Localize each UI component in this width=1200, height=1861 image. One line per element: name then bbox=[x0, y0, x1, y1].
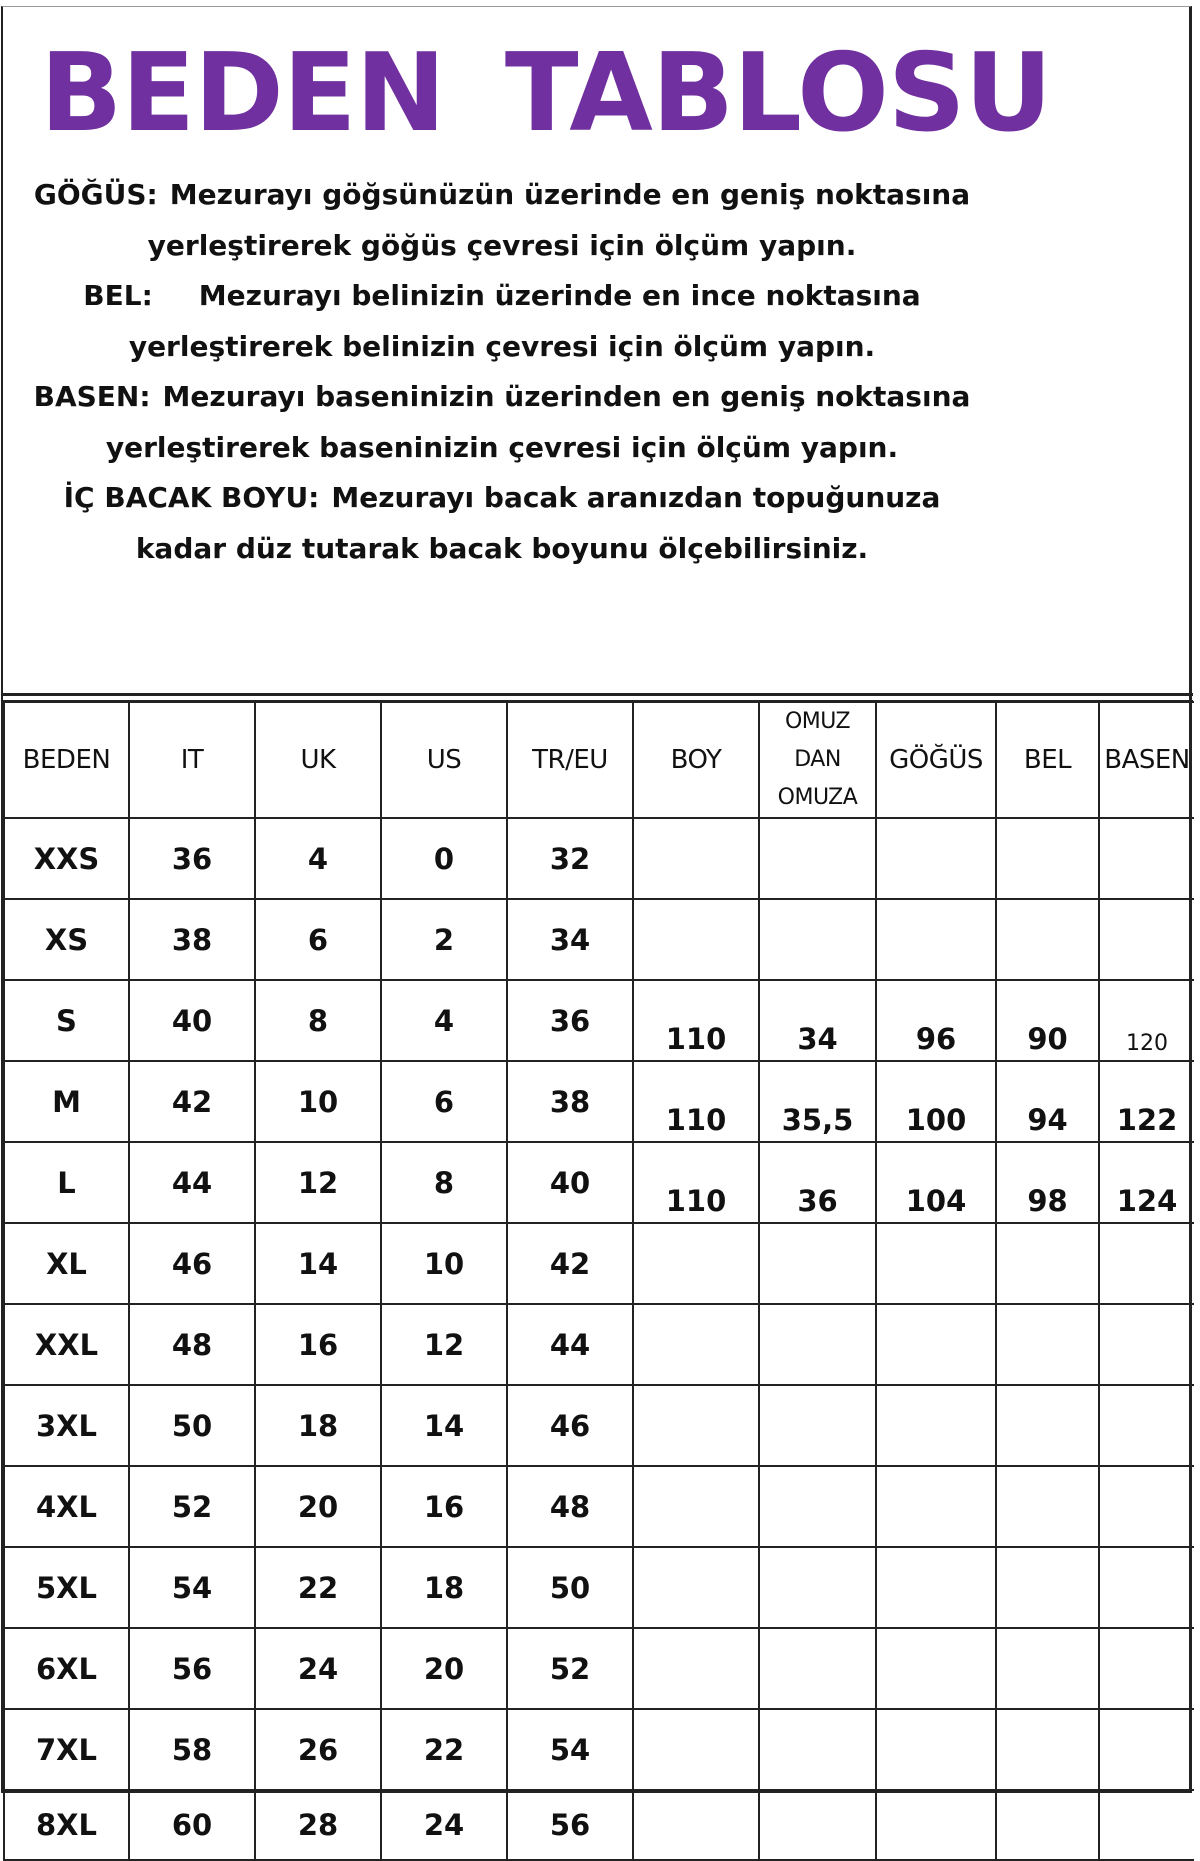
cell-gogus bbox=[876, 1466, 996, 1547]
cell-size: 4XL bbox=[4, 1466, 129, 1547]
cell-gogus bbox=[876, 1385, 996, 1466]
cell-bel: 90 bbox=[996, 980, 1099, 1061]
cell-boy bbox=[633, 818, 759, 899]
cell-tr-eu: 42 bbox=[507, 1223, 633, 1304]
header-boy: BOY bbox=[633, 702, 759, 818]
cell-basen bbox=[1099, 818, 1194, 899]
cell-it: 60 bbox=[129, 1790, 255, 1860]
cell-us: 22 bbox=[381, 1709, 507, 1790]
instruction-line-5 bbox=[2, 372, 1002, 423]
cell-size: S bbox=[4, 980, 129, 1061]
header-tr-eu: TR/EU bbox=[507, 702, 633, 818]
cell-size: XS bbox=[4, 899, 129, 980]
cell-bel bbox=[996, 1628, 1099, 1709]
instruction-text: Mezurayı baseninizin üzerinden en geniş noktasına bbox=[162, 380, 971, 413]
table-row bbox=[4, 1790, 1194, 1860]
header-beden: BEDEN bbox=[4, 702, 129, 818]
cell-uk: 22 bbox=[255, 1547, 381, 1628]
cell-uk: 12 bbox=[255, 1142, 381, 1223]
cell-bel bbox=[996, 1709, 1099, 1790]
cell-us: 10 bbox=[381, 1223, 507, 1304]
instruction-label-basen: BASEN: bbox=[33, 380, 151, 413]
cell-boy bbox=[633, 1466, 759, 1547]
cell-tr-eu: 56 bbox=[507, 1790, 633, 1860]
cell-boy bbox=[633, 1223, 759, 1304]
title-word-2: TABLOSU bbox=[504, 31, 1052, 156]
cell-omuz bbox=[759, 1628, 876, 1709]
instruction-line-8: kadar düz tutarak bacak boyunu ölçebilirsiniz. bbox=[135, 531, 869, 565]
cell-omuz bbox=[759, 1304, 876, 1385]
cell-uk: 16 bbox=[255, 1304, 381, 1385]
header-it: IT bbox=[129, 702, 255, 818]
instruction-line-2: yerleştirerek göğüs çevresi için ölçüm yapın. bbox=[147, 228, 857, 262]
cell-gogus: 100 bbox=[876, 1061, 996, 1142]
header-gogus: GÖĞÜS bbox=[876, 702, 996, 818]
cell-us: 6 bbox=[381, 1061, 507, 1142]
instruction-label-ic-bacak: İÇ BACAK BOYU: bbox=[63, 481, 320, 514]
cell-it: 56 bbox=[129, 1628, 255, 1709]
header-omuz-dan-omuza bbox=[759, 702, 876, 818]
table-row bbox=[4, 1709, 1194, 1790]
cell-gogus bbox=[876, 1223, 996, 1304]
cell-it: 40 bbox=[129, 980, 255, 1061]
cell-us: 18 bbox=[381, 1547, 507, 1628]
header-uk: UK bbox=[255, 702, 381, 818]
cell-tr-eu: 50 bbox=[507, 1547, 633, 1628]
cell-tr-eu: 48 bbox=[507, 1466, 633, 1547]
cell-omuz: 35,5 bbox=[759, 1061, 876, 1142]
cell-boy: 110 bbox=[633, 980, 759, 1061]
cell-bel: 98 bbox=[996, 1142, 1099, 1223]
instruction-line-1 bbox=[2, 170, 1002, 221]
cell-bel bbox=[996, 1223, 1099, 1304]
title-word-1: BEDEN bbox=[40, 31, 445, 156]
cell-uk: 10 bbox=[255, 1061, 381, 1142]
table-row bbox=[4, 1385, 1194, 1466]
cell-bel bbox=[996, 899, 1099, 980]
header-bel: BEL bbox=[996, 702, 1099, 818]
cell-tr-eu: 46 bbox=[507, 1385, 633, 1466]
cell-omuz bbox=[759, 1466, 876, 1547]
cell-uk: 18 bbox=[255, 1385, 381, 1466]
cell-boy bbox=[633, 1385, 759, 1466]
cell-bel bbox=[996, 1385, 1099, 1466]
cell-boy bbox=[633, 1547, 759, 1628]
cell-omuz bbox=[759, 818, 876, 899]
cell-bel bbox=[996, 1790, 1099, 1860]
cell-omuz bbox=[759, 1223, 876, 1304]
cell-boy bbox=[633, 1790, 759, 1860]
cell-uk: 20 bbox=[255, 1466, 381, 1547]
cell-it: 46 bbox=[129, 1223, 255, 1304]
instruction-label-gogus: GÖĞÜS: bbox=[33, 178, 158, 211]
cell-gogus: 96 bbox=[876, 980, 996, 1061]
cell-bel bbox=[996, 1304, 1099, 1385]
cell-bel: 94 bbox=[996, 1061, 1099, 1142]
cell-bel bbox=[996, 818, 1099, 899]
cell-us: 20 bbox=[381, 1628, 507, 1709]
table-row bbox=[4, 1304, 1194, 1385]
table-row bbox=[4, 1547, 1194, 1628]
header-basen: BASEN bbox=[1099, 702, 1194, 818]
instruction-line-6: yerleştirerek baseninizin çevresi için ölçüm yapın. bbox=[105, 430, 899, 464]
instruction-line-4: yerleştirerek belinizin çevresi için ölçüm yapın. bbox=[128, 329, 876, 363]
header-omuz-line: DAN bbox=[794, 747, 841, 772]
table-row bbox=[4, 899, 1194, 980]
cell-omuz bbox=[759, 1709, 876, 1790]
cell-tr-eu: 44 bbox=[507, 1304, 633, 1385]
cell-us: 14 bbox=[381, 1385, 507, 1466]
cell-gogus bbox=[876, 1790, 996, 1860]
cell-size: XXS bbox=[4, 818, 129, 899]
cell-us: 12 bbox=[381, 1304, 507, 1385]
cell-size: 8XL bbox=[4, 1790, 129, 1860]
size-table bbox=[3, 701, 1194, 1861]
instruction-line-3 bbox=[2, 271, 1002, 322]
cell-tr-eu: 38 bbox=[507, 1061, 633, 1142]
cell-size: 3XL bbox=[4, 1385, 129, 1466]
table-row bbox=[4, 1142, 1194, 1223]
instruction-text: Mezurayı bacak aranızdan topuğunuza bbox=[331, 481, 941, 514]
cell-us: 2 bbox=[381, 899, 507, 980]
cell-gogus bbox=[876, 1709, 996, 1790]
cell-basen bbox=[1099, 1223, 1194, 1304]
cell-size: XXL bbox=[4, 1304, 129, 1385]
section-divider bbox=[3, 693, 1193, 701]
cell-gogus bbox=[876, 1304, 996, 1385]
cell-boy bbox=[633, 1709, 759, 1790]
measurement-instructions bbox=[2, 170, 1002, 574]
cell-us: 24 bbox=[381, 1790, 507, 1860]
cell-gogus: 104 bbox=[876, 1142, 996, 1223]
table-row bbox=[4, 1628, 1194, 1709]
cell-bel bbox=[996, 1466, 1099, 1547]
cell-boy: 110 bbox=[633, 1061, 759, 1142]
cell-basen bbox=[1099, 1628, 1194, 1709]
table-header-row bbox=[4, 702, 1194, 818]
cell-us: 16 bbox=[381, 1466, 507, 1547]
instruction-text: Mezurayı belinizin üzerinde en ince noktasına bbox=[198, 279, 921, 312]
cell-us: 0 bbox=[381, 818, 507, 899]
cell-basen bbox=[1099, 1709, 1194, 1790]
cell-basen bbox=[1099, 1466, 1194, 1547]
cell-uk: 14 bbox=[255, 1223, 381, 1304]
cell-tr-eu: 40 bbox=[507, 1142, 633, 1223]
page-title bbox=[40, 31, 1052, 156]
table-row bbox=[4, 1466, 1194, 1547]
cell-it: 38 bbox=[129, 899, 255, 980]
cell-uk: 8 bbox=[255, 980, 381, 1061]
cell-it: 42 bbox=[129, 1061, 255, 1142]
cell-tr-eu: 32 bbox=[507, 818, 633, 899]
cell-basen bbox=[1099, 1547, 1194, 1628]
cell-it: 58 bbox=[129, 1709, 255, 1790]
header-omuz-line: OMUZA bbox=[777, 785, 858, 810]
cell-gogus bbox=[876, 1547, 996, 1628]
cell-basen: 120 bbox=[1099, 980, 1194, 1061]
cell-omuz bbox=[759, 1547, 876, 1628]
cell-basen: 124 bbox=[1099, 1142, 1194, 1223]
cell-omuz: 36 bbox=[759, 1142, 876, 1223]
cell-omuz bbox=[759, 899, 876, 980]
cell-tr-eu: 34 bbox=[507, 899, 633, 980]
cell-gogus bbox=[876, 899, 996, 980]
table-row bbox=[4, 980, 1194, 1061]
cell-gogus bbox=[876, 1628, 996, 1709]
cell-basen bbox=[1099, 1790, 1194, 1860]
table-row bbox=[4, 1061, 1194, 1142]
cell-uk: 24 bbox=[255, 1628, 381, 1709]
header-omuz-line: OMUZ bbox=[784, 709, 851, 734]
cell-omuz: 34 bbox=[759, 980, 876, 1061]
cell-size: 5XL bbox=[4, 1547, 129, 1628]
cell-size: L bbox=[4, 1142, 129, 1223]
instruction-label-bel: BEL: bbox=[83, 279, 153, 312]
cell-size: M bbox=[4, 1061, 129, 1142]
cell-tr-eu: 36 bbox=[507, 980, 633, 1061]
cell-tr-eu: 52 bbox=[507, 1628, 633, 1709]
cell-us: 4 bbox=[381, 980, 507, 1061]
cell-boy: 110 bbox=[633, 1142, 759, 1223]
cell-boy bbox=[633, 1304, 759, 1385]
cell-boy bbox=[633, 899, 759, 980]
cell-it: 36 bbox=[129, 818, 255, 899]
cell-uk: 28 bbox=[255, 1790, 381, 1860]
cell-basen bbox=[1099, 1304, 1194, 1385]
cell-uk: 6 bbox=[255, 899, 381, 980]
cell-basen bbox=[1099, 899, 1194, 980]
cell-size: 7XL bbox=[4, 1709, 129, 1790]
cell-basen: 122 bbox=[1099, 1061, 1194, 1142]
table-body bbox=[4, 818, 1194, 1860]
cell-omuz bbox=[759, 1385, 876, 1466]
header-us: US bbox=[381, 702, 507, 818]
cell-uk: 4 bbox=[255, 818, 381, 899]
cell-it: 50 bbox=[129, 1385, 255, 1466]
cell-it: 48 bbox=[129, 1304, 255, 1385]
cell-boy bbox=[633, 1628, 759, 1709]
cell-basen bbox=[1099, 1385, 1194, 1466]
cell-it: 52 bbox=[129, 1466, 255, 1547]
cell-uk: 26 bbox=[255, 1709, 381, 1790]
cell-gogus bbox=[876, 818, 996, 899]
cell-us: 8 bbox=[381, 1142, 507, 1223]
cell-it: 54 bbox=[129, 1547, 255, 1628]
cell-it: 44 bbox=[129, 1142, 255, 1223]
cell-tr-eu: 54 bbox=[507, 1709, 633, 1790]
table-row bbox=[4, 818, 1194, 899]
instruction-text: Mezurayı göğsünüzün üzerinde en geniş noktasına bbox=[169, 178, 971, 211]
cell-size: 6XL bbox=[4, 1628, 129, 1709]
cell-size: XL bbox=[4, 1223, 129, 1304]
table-row bbox=[4, 1223, 1194, 1304]
instruction-line-7 bbox=[2, 473, 1002, 524]
cell-bel bbox=[996, 1547, 1099, 1628]
cell-omuz bbox=[759, 1790, 876, 1860]
